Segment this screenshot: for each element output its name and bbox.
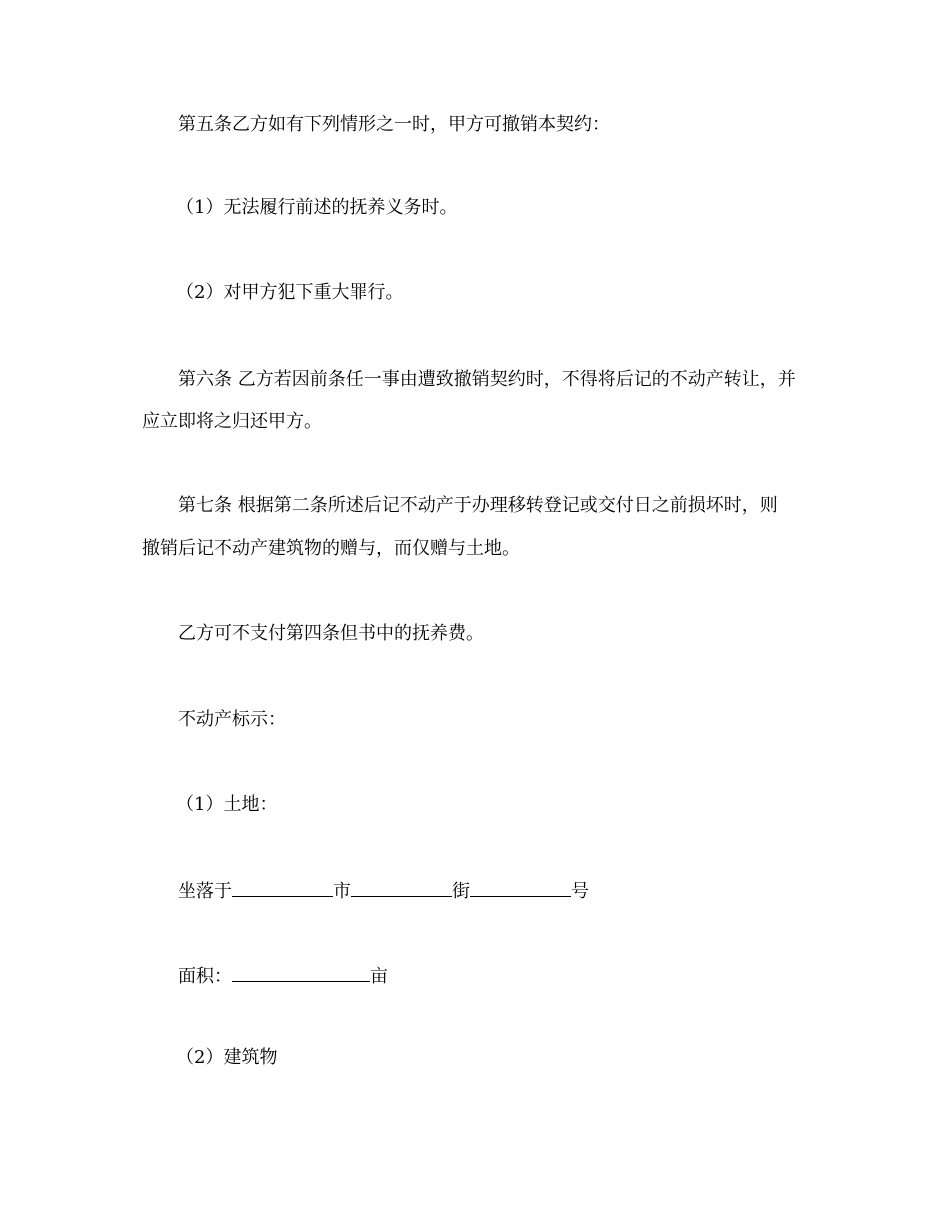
- land-heading: （1）土地：: [176, 794, 278, 815]
- fee-paragraph: 乙方可不支付第四条但书中的抚养费。: [178, 623, 484, 644]
- article-5-item-1: （1）无法履行前述的抚养义务时。: [176, 197, 458, 218]
- location-line: [178, 879, 589, 901]
- article-6-line-2: 应立即将之归还甲方。: [142, 411, 322, 432]
- number-label: 号: [571, 881, 589, 902]
- area-unit: 亩: [370, 966, 388, 987]
- street-blank[interactable]: [351, 879, 452, 897]
- area-line: [178, 964, 388, 986]
- area-blank[interactable]: [232, 964, 370, 982]
- street-label: 街: [452, 881, 470, 902]
- property-heading: 不动产标示：: [178, 709, 286, 730]
- building-heading: （2）建筑物: [176, 1047, 278, 1068]
- article-5-heading: 第五条乙方如有下列情形之一时，甲方可撤销本契约：: [178, 114, 610, 135]
- area-prefix: 面积：: [178, 966, 232, 987]
- city-blank[interactable]: [232, 879, 333, 897]
- number-blank[interactable]: [470, 879, 571, 897]
- article-5-item-2: （2）对甲方犯下重大罪行。: [176, 282, 404, 303]
- article-6-line-1: 第六条 乙方若因前条任一事由遭致撤销契约时，不得将后记的不动产转让，并: [178, 369, 796, 390]
- article-7-line-1: 第七条 根据第二条所述后记不动产于办理移转登记或交付日之前损坏时，则: [178, 495, 778, 516]
- city-label: 市: [333, 881, 351, 902]
- article-7-line-2: 撤销后记不动产建筑物的赠与，而仅赠与土地。: [142, 538, 520, 559]
- location-prefix: 坐落于: [178, 881, 232, 902]
